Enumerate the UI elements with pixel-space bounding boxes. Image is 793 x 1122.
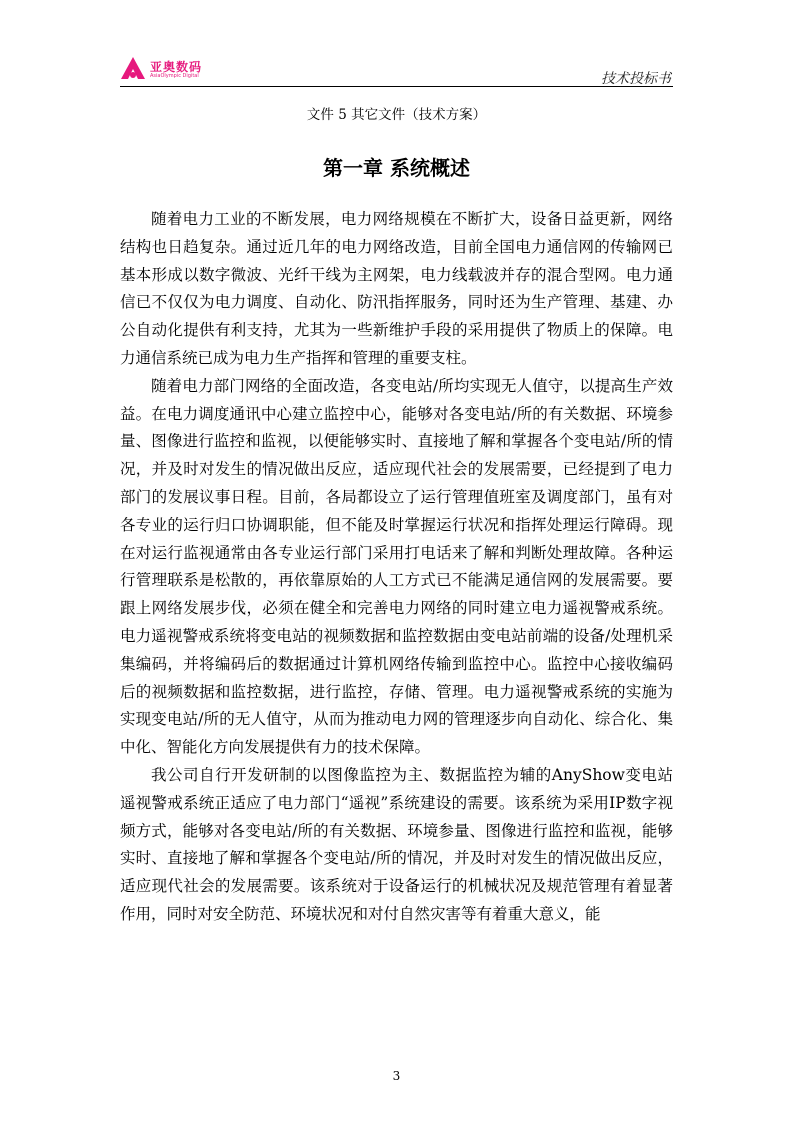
body-text xyxy=(120,206,673,929)
logo-text-cn: 亚奥数码 xyxy=(150,60,203,74)
logo-text-en: AsiaOlympic Digital xyxy=(150,73,199,79)
page-number: 3 xyxy=(392,1069,401,1083)
page-header xyxy=(120,52,673,87)
paragraph: 随着电力部门网络的全面改造，各变电站/所均实现无人值守，以提高生产效益。在电力调度通讯中心建立监控中心，能够对各变电站/所的有关数据、环境参量、图像进行监控和监视，以便能够实时、直接地了解和掌握各个变电站/所的情况，并及时对发生的情况做出反应，适应现代社会的发展需要，已经提到了电力部门的发展议事日程。目前，各局都设立了运行管理值班室及调度部门，虽有对各专业的运行归口协调职能，但不能及时掌握运行状况和指挥处理运行障碍。现在对运行监视通常由各专业运行部门采用打电话来了解和判断处理故障。各种运行管理联系是松散的，再依靠原始的人工方式已不能满足通信网的发展需要。要跟上网络发展步伐，必须在健全和完善电力网络的同时建立电力遥视警戒系统。电力遥视警戒系统将变电站的视频数据和监控数据由变电站前端的设备/处理机采集编码，并将编码后的数据通过计算机网络传输到监控中心。监控中心接收编码后的视频数据和监控数据，进行监控，存储、管理。电力遥视警戒系统的实施为实现变电站/所的无人值守，从而为推动电力网的管理逐步向自动化、综合化、集中化、智能化方向发展提供有力的技术保障。 xyxy=(120,376,673,757)
header-doc-title: 技术投标书 xyxy=(601,71,671,87)
file-label: 文件 5 其它文件（技术方案） xyxy=(306,107,487,123)
logo-triangle-icon xyxy=(120,56,146,80)
paragraph: 随着电力工业的不断发展，电力网络规模在不断扩大，设备日益更新，网络结构也日趋复杂。通过近几年的电力网络改造，目前全国电力通信网的传输网已基本形成以数字微波、光纤干线为主网架，电力线载波并存的混合型网。电力通信已不仅仅为电力调度、自动化、防汛指挥服务，同时还为生产管理、基建、办公自动化提供有利支持，尤其为一些新维护手段的采用提供了物质上的保障。电力通信系统已成为电力生产指挥和管理的重要支柱。 xyxy=(120,210,673,367)
chapter-title: 第一章 系统概述 xyxy=(323,156,470,180)
paragraph: 我公司自行开发研制的以图像监控为主、数据监控为辅的AnyShow变电站遥视警戒系统正适应了电力部门“遥视”系统建设的需要。该系统为采用IP数字视频方式，能够对各变电站/所的有关数据、环境参量、图像进行监控和监视，能够实时、直接地了解和掌握各个变电站/所的情况，并及时对发生的情况做出反应，适应现代社会的发展需要。该系统对于设备运行的机械状况及规范管理有着显著作用，同时对安全防范、环境状况和对付自然灾害等有着重大意义，能 xyxy=(120,765,673,923)
